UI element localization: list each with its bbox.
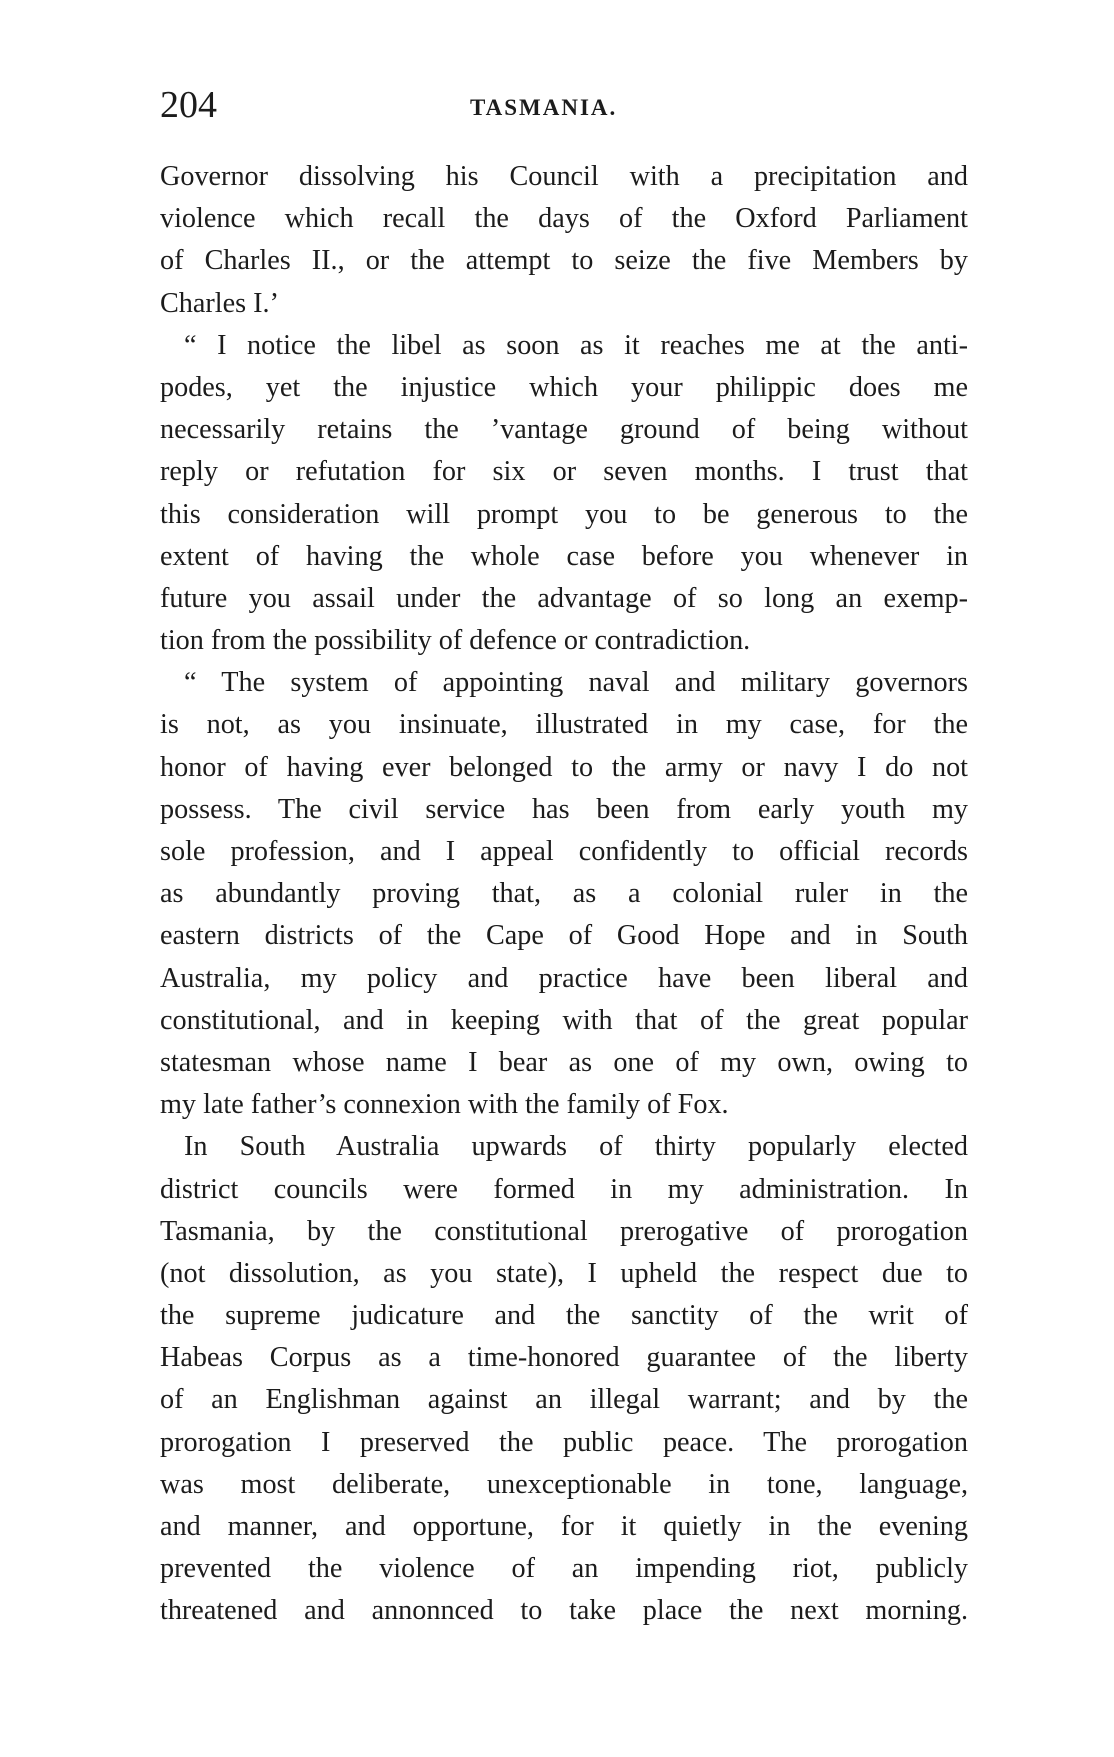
text-line: eastern districts of the Cape of Good Hope and in South <box>160 920 968 952</box>
text-line: extent of having the whole case before you whenever in <box>160 540 968 572</box>
text-line: sole profession, and I appeal confidently to official records <box>160 836 968 867</box>
text-line: reply or refutation for six or seven months. I trust that <box>160 456 968 488</box>
text-line: statesman whose name I bear as one of my own, owing to <box>160 1046 968 1078</box>
page-header <box>160 80 960 130</box>
text-line: was most deliberate, unexceptionable in tone, language, <box>160 1468 968 1500</box>
text-line: possess. The civil service has been from early youth my <box>160 793 968 825</box>
text-line: as abundantly proving that, as a colonial ruler in the <box>160 878 968 910</box>
body-text <box>160 156 968 1633</box>
text-line: prevented the violence of an impending riot, publicly <box>160 1553 968 1585</box>
text-line: this consideration will prompt you to be generous to the <box>160 498 968 530</box>
text-line: the supreme judicature and the sanctity of the writ of <box>160 1300 968 1332</box>
text-line: Australia, my policy and practice have been liberal and <box>160 962 968 994</box>
text-line: Governor dissolving his Council with a precipitation and <box>160 161 968 192</box>
text-line: violence which recall the days of the Oxford Parliament <box>160 203 968 235</box>
text-line: of Charles II., or the attempt to seize the five Members by <box>160 245 968 277</box>
text-line: (not dissolution, as you state), I upheld the respect due to <box>160 1257 968 1289</box>
text-line: future you assail under the advantage of so long an exemp- <box>160 582 968 614</box>
text-line: necessarily retains the ’vantage ground of being without <box>160 414 968 446</box>
text-line: my late father’s connexion with the family of Fox. <box>160 1089 729 1121</box>
text-line: Charles I.’ <box>160 287 279 319</box>
text-line: Habeas Corpus as a time-honored guarantee of the liberty <box>160 1342 968 1374</box>
text-line: and manner, and opportune, for it quietly in the evening <box>160 1511 968 1542</box>
text-line: threatened and annonnced to take place the next morning. <box>160 1595 968 1627</box>
text-line: prorogation I preserved the public peace. The prorogation <box>160 1426 968 1458</box>
text-line: In South Australia upwards of thirty popularly elected <box>184 1131 968 1163</box>
text-line: honor of having ever belonged to the army or navy I do not <box>160 751 968 783</box>
text-line: constitutional, and in keeping with that of the great popular <box>160 1004 968 1036</box>
running-title: TASMANIA. <box>470 95 618 120</box>
text-line: tion from the possibility of defence or contradiction. <box>160 625 751 657</box>
text-line: Tasmania, by the constitutional prerogative of prorogation <box>160 1215 968 1247</box>
text-line: district councils were formed in my administration. In <box>160 1173 968 1205</box>
page-number: 204 <box>160 84 217 126</box>
text-line: is not, as you insinuate, illustrated in my case, for the <box>160 709 968 741</box>
text-line: podes, yet the injustice which your philippic does me <box>160 371 968 403</box>
text-line: “ The system of appointing naval and military governors <box>184 667 968 699</box>
text-line: “ I notice the libel as soon as it reaches me at the anti- <box>184 329 968 361</box>
text-line: of an Englishman against an illegal warrant; and by the <box>160 1384 968 1416</box>
